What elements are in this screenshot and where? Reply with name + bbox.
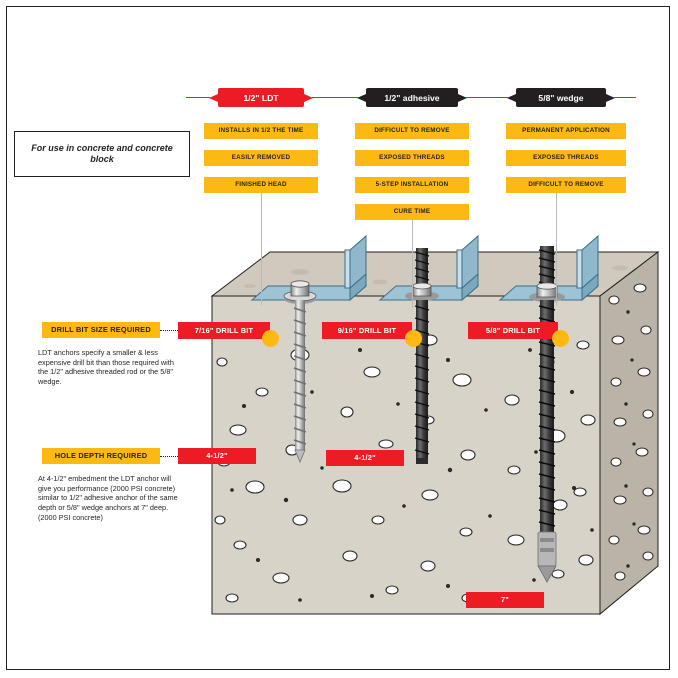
use-callout-text: For use in concrete and concrete block: [31, 142, 173, 164]
column-header-ldt: [218, 88, 304, 107]
feature-adhesive-3: 5-STEP INSTALLATION: [355, 177, 469, 193]
feature-wedge-1: PERMANENT APPLICATION: [506, 123, 626, 139]
marker-dot-ldt-drill: [262, 330, 279, 347]
header-rule-left-1: [186, 97, 210, 98]
left-label-hole-depth: HOLE DEPTH REQUIRED: [42, 448, 160, 464]
left-label-drill-bit-size: DRILL BIT SIZE REQUIRED: [42, 322, 160, 338]
header-rule-left-3: [488, 97, 508, 98]
feature-ldt-1: INSTALLS IN 1/2 THE TIME: [204, 123, 318, 139]
feature-ldt-3: FINISHED HEAD: [204, 177, 318, 193]
column-header-adhesive: [366, 88, 458, 107]
feature-ldt-2: EASILY REMOVED: [204, 150, 318, 166]
drill-bit-adhesive: 9/16" DRILL BIT: [322, 322, 412, 339]
left-note-hole-depth: At 4-1/2" embedment the LDT anchor will give you performance (2000 PSI concrete) similar to 1/2" adhesive anchor of the same depth or 5/8" wedge anchors at 7" deep. (2000 PSI concrete): [38, 474, 178, 522]
column-header-wedge: [516, 88, 606, 107]
hole-depth-ldt: 4-1/2": [178, 448, 256, 464]
feature-adhesive-4: CURE TIME: [355, 204, 469, 220]
column-header-adhesive-label: 1/2" adhesive: [384, 92, 440, 103]
connector-ldt: [261, 193, 262, 305]
drill-bit-ldt: 7/16" DRILL BIT: [178, 322, 270, 339]
header-rule-right-3: [614, 97, 636, 98]
dotted-connector-2: [160, 456, 178, 458]
column-header-wedge-label: 5/8" wedge: [538, 92, 584, 103]
marker-dot-wedge-drill: [552, 330, 569, 347]
header-rule-right-2: [466, 97, 488, 98]
hole-depth-adhesive: 4-1/2": [326, 450, 404, 466]
hole-depth-wedge: 7": [466, 592, 544, 608]
marker-dot-adhesive-drill: [405, 330, 422, 347]
feature-adhesive-1: DIFFICULT TO REMOVE: [355, 123, 469, 139]
feature-adhesive-2: EXPOSED THREADS: [355, 150, 469, 166]
connector-adhesive: [412, 220, 413, 308]
drill-bit-wedge: 5/8" DRILL BIT: [468, 322, 558, 339]
header-rule-left-2: [336, 97, 358, 98]
header-rule-right-1: [312, 97, 336, 98]
column-header-ldt-label: 1/2" LDT: [243, 92, 279, 103]
dotted-connector-1: [160, 330, 178, 332]
left-note-drill-bit-size: LDT anchors specify a smaller & less expensive drill bit than those required with the 1/2" adhesive threaded rod or the 5/8" wedge.: [38, 348, 174, 387]
feature-wedge-3: DIFFICULT TO REMOVE: [506, 177, 626, 193]
connector-wedge: [556, 193, 557, 305]
use-callout-box: [14, 131, 190, 177]
feature-wedge-2: EXPOSED THREADS: [506, 150, 626, 166]
